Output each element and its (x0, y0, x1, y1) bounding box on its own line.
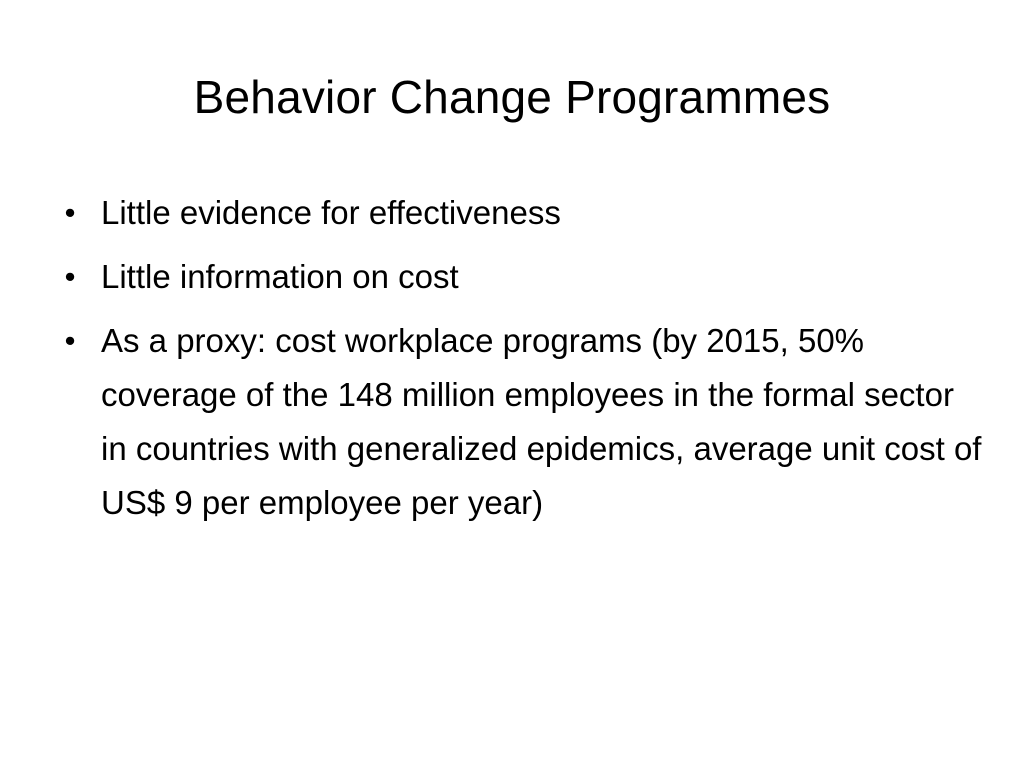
slide-title: Behavior Change Programmes (193, 71, 831, 123)
bullet-item (56, 250, 986, 304)
bullet-dot-icon: • (64, 195, 76, 230)
bullet-item (56, 314, 986, 530)
bullet-list (56, 186, 986, 540)
bullet-text: As a proxy: cost workplace programs (by 2015, 50% coverage of the 148 million employees in the formal sector in countries with generalized epidemics, average unit cost of US$ 9 per employee per year) (101, 322, 982, 521)
bullet-text: Little evidence for effectiveness (101, 194, 561, 231)
bullet-dot-icon: • (64, 259, 76, 294)
bullet-item (56, 186, 986, 240)
bullet-text: Little information on cost (101, 258, 459, 295)
bullet-dot-icon: • (64, 323, 76, 358)
